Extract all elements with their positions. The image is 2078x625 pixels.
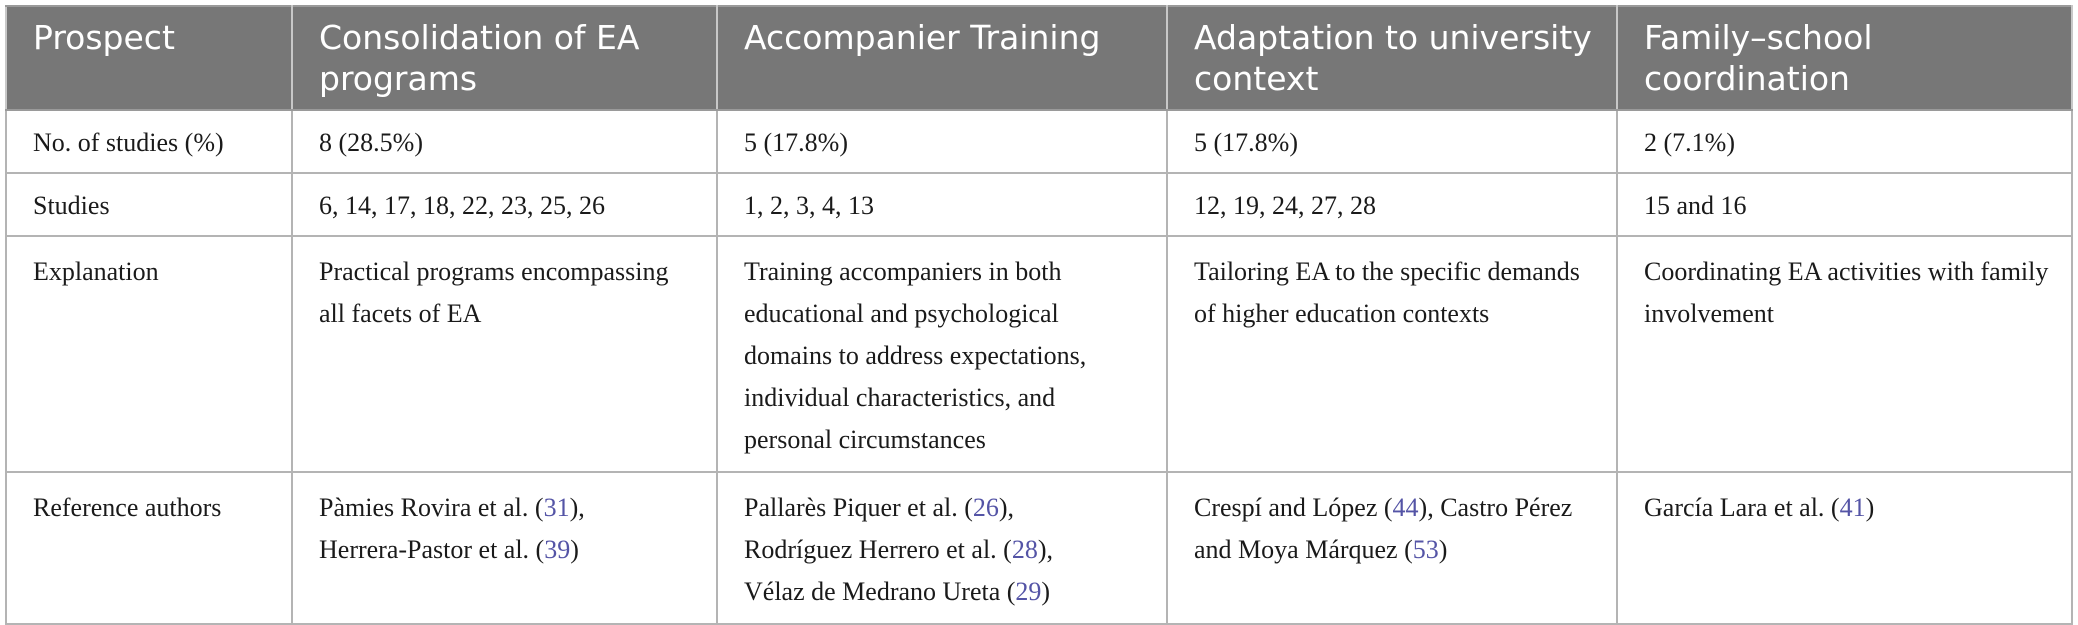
reference-text: ), [998,493,1015,522]
table-row [6,236,2072,472]
reference-text: Pallarès Piquer et al. ( [744,493,973,522]
table-cell: Training accompaniers in both educational and psychological domains to address expectations, individual characteristics, and personal circumstances [717,236,1167,472]
prospects-table [5,5,2073,625]
table-cell: 5 (17.8%) [717,110,1167,173]
table-cell: 12, 19, 24, 27, 28 [1167,173,1617,236]
citation-link[interactable]: 29 [1015,577,1042,606]
table-cell: 5 (17.8%) [1167,110,1617,173]
citation-link[interactable]: 28 [1011,535,1038,564]
citation-link[interactable]: 39 [544,535,571,564]
row-label-studies: Studies [6,173,292,236]
reference-text: ) [570,535,579,564]
row-label-studies-count: No. of studies (%) [6,110,292,173]
reference-text: Vélaz de Medrano Ureta ( [744,577,1016,606]
reference-text: ), Castro Pérez and Moya Márquez ( [1194,493,1573,564]
reference-text: García Lara et al. ( [1644,493,1840,522]
table-cell: Practical programs encompassing all facets of EA [292,236,717,472]
reference-cell [717,472,1167,624]
table-row [6,472,2072,624]
table-row [6,110,2072,173]
table-cell: 8 (28.5%) [292,110,717,173]
reference-text: ) [1865,493,1875,522]
citation-link[interactable]: 31 [543,493,570,522]
table-row [6,173,2072,236]
reference-text: ) [1041,577,1051,606]
reference-text: ), [1037,535,1053,564]
reference-text: Pàmies Rovira et al. ( [319,493,544,522]
summary-table-container [5,5,2071,625]
header-consolidation: Consolidation of EA programs [292,6,717,110]
row-label-reference-authors: Reference authors [6,472,292,624]
header-prospect: Prospect [6,6,292,110]
header-family-school: Family–school coordination [1617,6,2072,110]
table-cell: Tailoring EA to the specific demands of higher education contexts [1167,236,1617,472]
citation-link[interactable]: 44 [1392,493,1419,522]
citation-link[interactable]: 26 [972,493,999,522]
table-cell: 1, 2, 3, 4, 13 [717,173,1167,236]
reference-text: ), [569,493,585,522]
reference-text: Herrera-Pastor et al. ( [319,535,545,564]
table-cell: 15 and 16 [1617,173,2072,236]
header-accompanier-training: Accompanier Training [717,6,1167,110]
reference-cell [292,472,717,624]
table-cell: Coordinating EA activities with family involvement [1617,236,2072,472]
reference-cell [1617,472,2072,624]
reference-text: ) [1438,535,1448,564]
header-adaptation: Adaptation to university context [1167,6,1617,110]
reference-text: Rodríguez Herrero et al. ( [744,535,1012,564]
citation-link[interactable]: 53 [1412,535,1439,564]
row-label-explanation: Explanation [6,236,292,472]
table-cell: 2 (7.1%) [1617,110,2072,173]
header-row [6,6,2072,110]
citation-link[interactable]: 41 [1839,493,1866,522]
reference-text: Crespí and López ( [1194,493,1393,522]
reference-cell [1167,472,1617,624]
table-cell: 6, 14, 17, 18, 22, 23, 25, 26 [292,173,717,236]
